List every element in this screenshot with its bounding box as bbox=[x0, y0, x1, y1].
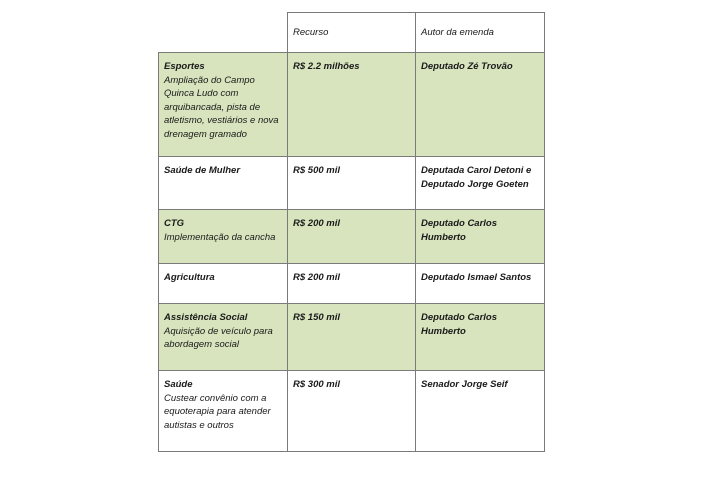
table-row-esportes bbox=[159, 53, 545, 157]
resource-value: R$ 300 mil bbox=[293, 379, 340, 390]
author-cell bbox=[416, 53, 545, 157]
resource-value: R$ 200 mil bbox=[293, 218, 340, 229]
author-cell bbox=[416, 210, 545, 264]
resource-cell bbox=[288, 53, 416, 157]
area-description: Aquisição de veículo para abordagem social bbox=[164, 325, 273, 350]
resource-value: R$ 200 mil bbox=[293, 272, 340, 283]
resource-cell bbox=[288, 304, 416, 371]
resource-value: R$ 150 mil bbox=[293, 312, 340, 323]
area-title: Agricultura bbox=[164, 272, 215, 283]
area-cell bbox=[159, 157, 288, 210]
area-title: CTG bbox=[164, 218, 185, 229]
author-cell bbox=[416, 371, 545, 452]
area-cell bbox=[159, 53, 288, 157]
author-name: Deputado Zé Trovão bbox=[421, 61, 513, 72]
resource-cell bbox=[288, 264, 416, 304]
author-cell bbox=[416, 304, 545, 371]
header-empty-cell bbox=[159, 13, 288, 53]
amendments-table bbox=[158, 12, 545, 452]
table-row-ctg bbox=[159, 210, 545, 264]
author-name: Deputado Carlos Humberto bbox=[421, 218, 498, 243]
resource-cell bbox=[288, 210, 416, 264]
resource-value: R$ 500 mil bbox=[293, 165, 340, 176]
area-cell bbox=[159, 304, 288, 371]
author-cell bbox=[416, 264, 545, 304]
area-title: Saúde de Mulher bbox=[164, 165, 241, 176]
table-row-agricultura bbox=[159, 264, 545, 304]
table-row-saude bbox=[159, 371, 545, 452]
author-name: Senador Jorge Seif bbox=[421, 379, 508, 390]
area-title: Assistência Social bbox=[164, 312, 248, 323]
area-title: Saúde bbox=[164, 379, 193, 390]
area-cell bbox=[159, 210, 288, 264]
area-cell bbox=[159, 264, 288, 304]
resource-value: R$ 2.2 milhões bbox=[293, 61, 360, 72]
table-header-row bbox=[159, 13, 545, 53]
area-cell bbox=[159, 371, 288, 452]
area-description: Ampliação do Campo Quinca Ludo com arquibancada, pista de atletismo, vestiários e nova drenagem gramado bbox=[164, 74, 279, 140]
author-name: Deputado Carlos Humberto bbox=[421, 312, 498, 337]
table-row-saude-mulher bbox=[159, 157, 545, 210]
area-description: Implementação da cancha bbox=[164, 231, 276, 243]
author-name: Deputado Ismael Santos bbox=[421, 272, 532, 283]
area-title: Esportes bbox=[164, 61, 205, 72]
resource-cell bbox=[288, 157, 416, 210]
header-recurso: Recurso bbox=[288, 13, 416, 53]
area-description: Custear convênio com a equoterapia para atender autistas e outros bbox=[164, 392, 271, 431]
table-row-assistencia-social bbox=[159, 304, 545, 371]
author-cell bbox=[416, 157, 545, 210]
author-name: Deputada Carol Detoni e Deputado Jorge Goeten bbox=[421, 165, 532, 190]
header-autor: Autor da emenda bbox=[416, 13, 545, 53]
resource-cell bbox=[288, 371, 416, 452]
